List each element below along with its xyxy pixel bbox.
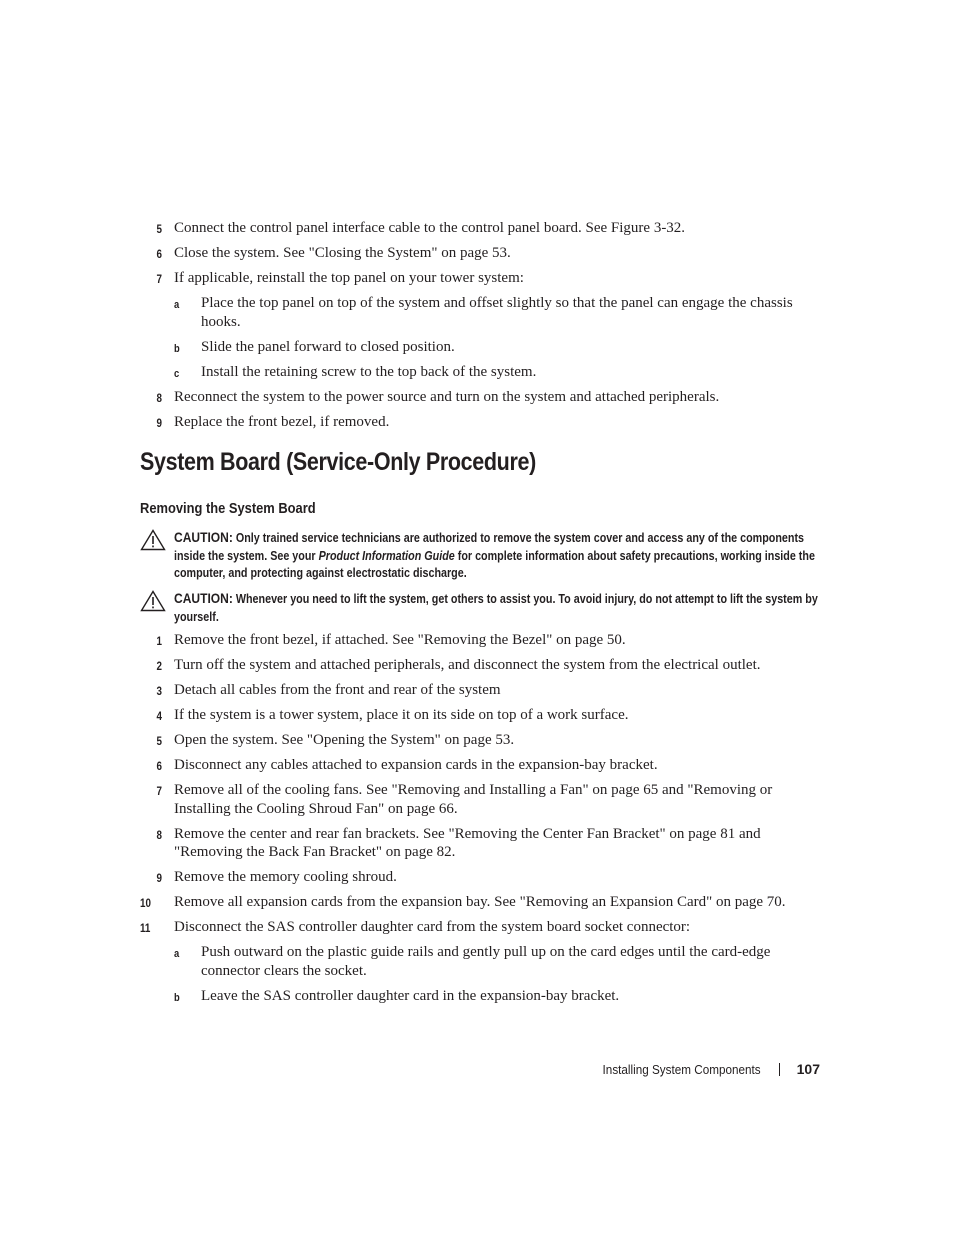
caution-notice [140,590,830,626]
sub-list-item [140,338,820,357]
step-number: 5 [156,734,162,748]
step-text: Remove the center and rear fan brackets. See "Removing the Center Fan Bracket" on page 81 and "Removing the Back Fan Bracket" on page 82. [174,825,761,860]
list-item [140,893,820,912]
step-number: 2 [156,659,162,673]
list-item [140,706,820,725]
caution-body: Whenever you need to lift the system, get others to assist you. To avoid injury, do not attempt to lift the system by yourself. [174,592,818,624]
list-item [140,631,820,650]
step-number: 5 [156,222,162,236]
caution-body: Only trained service technicians are authorized to remove the system cover and access any of the components inside the system. See your [174,531,805,563]
step-text: If applicable, reinstall the top panel on your tower system: [174,270,524,286]
step-number: 10 [140,896,151,910]
substep-text: Slide the panel forward to closed position. [201,338,455,355]
caution-label: CAUTION: [174,529,233,545]
install-steps-continued [140,219,820,438]
list-item [140,731,820,750]
step-number: 11 [140,921,151,935]
caution-text [174,529,828,583]
guide-title: Product Information Guide [318,548,455,563]
substep-letter: b [174,342,180,355]
footer-divider [779,1063,780,1076]
section-title: System Board (Service-Only Procedure) [140,448,536,476]
sub-list-item [140,987,820,1006]
step-text: Remove the memory cooling shroud. [174,869,397,885]
step-text: Detach all cables from the front and rear of the system [174,682,501,698]
sub-list-item [140,294,820,331]
list-item [140,918,820,937]
list-item [140,413,820,432]
substep-text: Place the top panel on top of the system and offset slightly so that the panel can engage the chassis hooks. [201,295,793,330]
list-item [140,781,820,818]
list-item [140,681,820,700]
substep-letter: a [174,299,180,311]
step-number: 7 [156,784,162,798]
substep-letter: c [174,367,180,380]
substep-letter: b [174,991,180,1004]
substep-text: Push outward on the plastic guide rails and gently pull up on the card edges until the card-edge connector clears the socket. [201,944,771,979]
step-text: Disconnect any cables attached to expansion cards in the expansion-bay bracket. [174,757,658,773]
list-item [140,756,820,775]
page-number: 107 [796,1061,820,1077]
caution-body-end: for complete information about safety precautions, working inside the computer, and protecting against electrostatic discharge. [174,548,815,580]
substep-text: Install the retaining screw to the top back of the system. [201,363,537,380]
step-text: Remove all of the cooling fans. See "Removing and Installing a Fan" on page 65 and "Removing or Installing the Cooling Shroud Fan" on page 66. [174,782,773,817]
sub-list-item [140,943,820,980]
caution-notice [140,529,830,583]
page-footer [585,1061,820,1077]
list-item [140,244,820,263]
subsection-title: Removing the System Board [140,500,316,517]
list-item [140,825,820,862]
list-item [140,269,820,288]
step-text: Turn off the system and attached peripherals, and disconnect the system from the electrical outlet. [174,657,761,673]
caution-text [174,590,828,626]
caution-warning-icon [140,590,166,612]
step-number: 9 [156,415,162,430]
step-text: Close the system. See "Closing the System" on page 53. [174,245,511,261]
step-text: Disconnect the SAS controller daughter card from the system board socket connector: [174,919,691,935]
step-number: 1 [156,634,162,648]
list-item [140,868,820,887]
step-text: Open the system. See "Opening the System" on page 53. [174,732,515,748]
sub-list-item [140,363,820,382]
step-text: Connect the control panel interface cable to the control panel board. See Figure 3-32. [174,220,686,236]
step-text: Reconnect the system to the power source and turn on the system and attached peripherals. [174,388,720,405]
list-item [140,388,820,407]
step-number: 8 [156,390,162,405]
substep-letter: a [174,948,180,960]
removal-steps [140,631,820,1012]
step-number: 7 [156,272,162,286]
step-number: 4 [156,709,162,723]
step-text: Remove all expansion cards from the expansion bay. See "Removing an Expansion Card" on page 70. [174,894,786,910]
step-text: Remove the front bezel, if attached. See "Removing the Bezel" on page 50. [174,632,626,648]
list-item [140,656,820,675]
step-text: If the system is a tower system, place it on its side on top of a work surface. [174,707,629,723]
step-number: 6 [156,759,162,773]
step-number: 3 [156,684,162,698]
step-number: 8 [156,827,162,842]
list-item [140,219,820,238]
caution-warning-icon [140,529,166,551]
step-text: Replace the front bezel, if removed. [174,413,390,430]
footer-section-title: Installing System Components [602,1061,761,1077]
step-number: 6 [156,247,162,261]
caution-label: CAUTION: [174,590,233,606]
step-number: 9 [156,871,162,885]
substep-text: Leave the SAS controller daughter card in the expansion-bay bracket. [201,987,620,1004]
